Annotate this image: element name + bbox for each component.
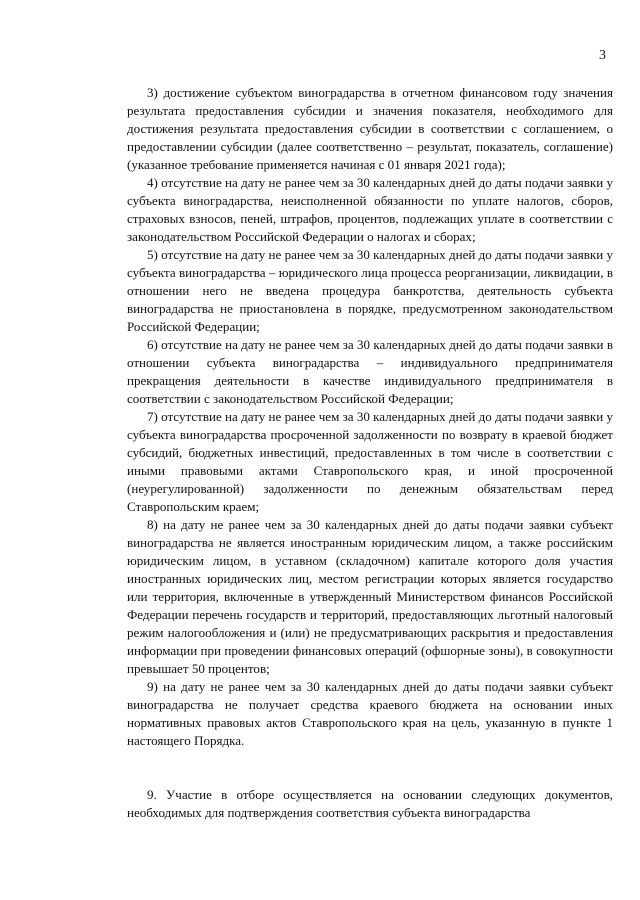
paragraph-condition-3: 3) достижение субъектом виноградарства в отчетном финансовом году значения результата предоставления субсидии и значения показателя, необходимого для достижения результата предоставления субсидии в соответствии с соглашением, о предоставлении субсидии (далее соответственно – результат, показатель, соглашение) (указанное требование применяется начиная с 01 января 2021 года); [127, 85, 613, 172]
paragraph-condition-7: 7) отсутствие на дату не ранее чем за 30 календарных дней до даты подачи заявки у субъекта виноградарства просроченной задолженности по возврату в краевой бюджет субсидий, бюджетных инвестиций, предоставленных в том числе в соответствии с иными правовыми актами Ставропольского края, и иной просроченной (неурегулированной) задолженности по денежным обязательствам перед Ставропольским краем; [127, 409, 613, 514]
paragraph-condition-6: 6) отсутствие на дату не ранее чем за 30 календарных дней до даты подачи заявки в отношении субъекта виноградарства – индивидуального предпринимателя прекращения деятельности в качестве индивидуального предпринимателя в соответствии с законодательством Российской Федерации; [127, 337, 613, 406]
document-body [127, 84, 613, 822]
paragraph-condition-5: 5) отсутствие на дату не ранее чем за 30 календарных дней до даты подачи заявки у субъекта виноградарства – юридического лица процесса реорганизации, ликвидации, в отношении него не введена процедура банкротства, деятельность субъекта виноградарства не приостановлена в порядке, предусмотренном законодательством Российской Федерации; [127, 247, 613, 334]
paragraph-section-9: 9. Участие в отборе осуществляется на основании следующих документов, необходимых для подтверждения соответствия субъекта виноградарства [127, 787, 613, 820]
paragraph-condition-8: 8) на дату не ранее чем за 30 календарных дней до даты подачи заявки субъект виноградарства не является иностранным юридическим лицом, а также российским юридическим лицом, в уставном (складочном) капитале которого доля участия иностранных юридических лиц, местом регистрации которых является государство или территория, включенные в утвержденный Министерством финансов Российской Федерации перечень государств и территорий, предоставляющих льготный налоговый режим налогообложения и (или) не предусматривающих раскрытия и предоставления информации при проведении финансовых операций (офшорные зоны), в совокупности превышает 50 процентов; [127, 517, 613, 676]
paragraph-condition-9: 9) на дату не ранее чем за 30 календарных дней до даты подачи заявки субъект виноградарства не получает средства краевого бюджета на основании иных нормативных правовых актов Ставропольского края на цель, указанную в пункте 1 настоящего Порядка. [127, 679, 613, 748]
paragraph-condition-4: 4) отсутствие на дату не ранее чем за 30 календарных дней до даты подачи заявки у субъекта виноградарства, неисполненной обязанности по уплате налогов, сборов, страховых взносов, пеней, штрафов, процентов, подлежащих уплате в соответствии с законодательством Российской Федерации о налогах и сборах; [127, 175, 613, 244]
page-number: 3 [599, 48, 606, 63]
